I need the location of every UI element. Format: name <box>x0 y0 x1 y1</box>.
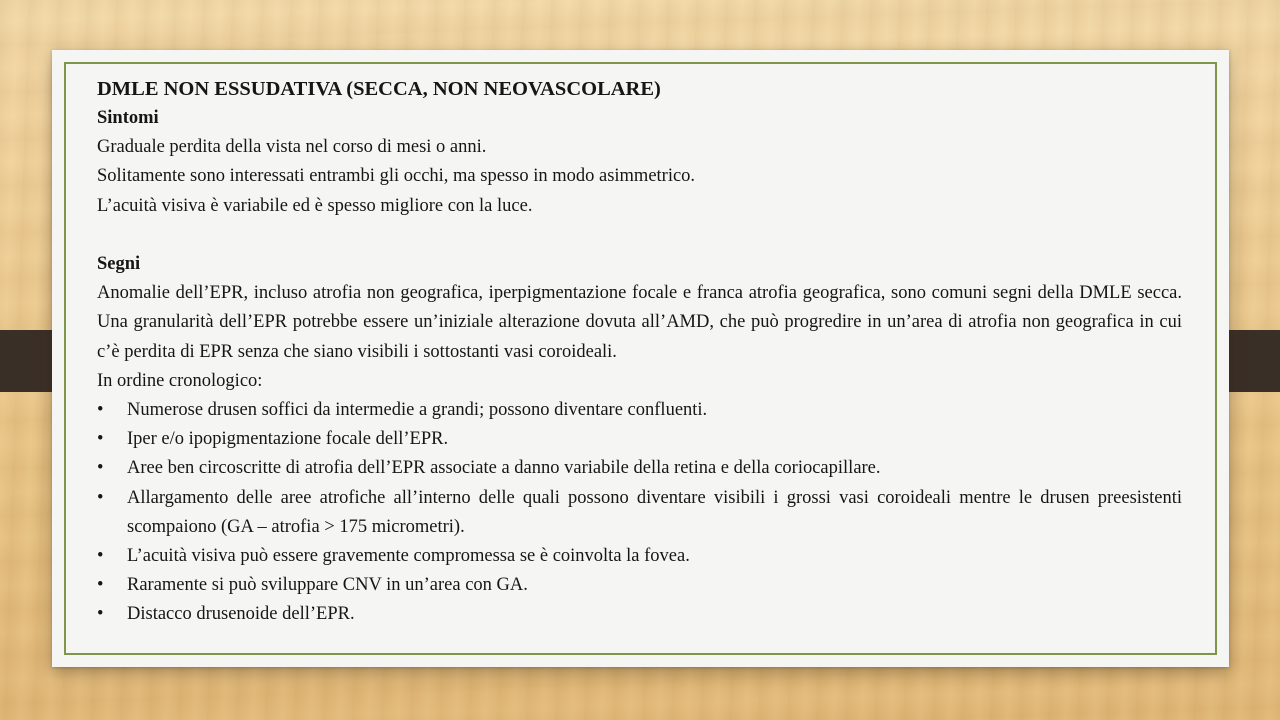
bullet-item <box>97 454 1182 483</box>
bullet-text: Iper e/o ipopigmentazione focale dell’EPR. <box>127 429 449 450</box>
segni-heading: Segni <box>97 254 141 274</box>
section-spacer <box>97 221 1182 250</box>
segni-bullet-list <box>97 396 1182 630</box>
bullet-item <box>97 425 1182 454</box>
bullet-text: Numerose drusen soffici da intermedie a grandi; possono diventare confluenti. <box>127 400 708 421</box>
slide-card <box>52 50 1229 667</box>
bullet-dot-icon: • <box>97 487 104 508</box>
bullet-item <box>97 542 1182 571</box>
bullet-item <box>97 484 1182 542</box>
bullet-dot-icon: • <box>97 604 104 625</box>
bullet-dot-icon: • <box>97 546 104 567</box>
segni-intro: In ordine cronologico: <box>97 370 263 391</box>
sintomi-line: Graduale perdita della vista nel corso di mesi o anni. <box>97 137 487 158</box>
segni-paragraph: Anomalie dell’EPR, incluso atrofia non geografica, iperpigmentazione focale e franca atrofia geografica, sono comuni segni della DMLE secca. Una granularità dell’EPR potrebbe essere un’iniziale alterazione dovuta all’AMD, che può progredire in un’area di atrofia non geografica in cui c’è perdita di EPR senza che siano visibili i sottostanti vasi coroideali. <box>97 283 1182 362</box>
bullet-dot-icon: • <box>97 575 104 596</box>
slide-title: DMLE NON ESSUDATIVA (SECCA, NON NEOVASCOLARE) <box>97 78 661 100</box>
bullet-item <box>97 396 1182 425</box>
bullet-dot-icon: • <box>97 429 104 450</box>
bullet-text: L’acuità visiva può essere gravemente compromessa se è coinvolta la fovea. <box>127 546 690 567</box>
sintomi-line: Solitamente sono interessati entrambi gli occhi, ma spesso in modo asimmetrico. <box>97 166 696 187</box>
sintomi-heading: Sintomi <box>97 108 159 128</box>
bullet-item <box>97 571 1182 600</box>
bullet-text: Allargamento delle aree atrofiche all’interno delle quali possono diventare visibili i grossi vasi coroideali mentre le drusen preesistenti scompaiono (GA – atrofia > 175 micrometri). <box>127 487 1182 537</box>
bullet-item <box>97 600 1182 629</box>
sintomi-line: L’acuità visiva è variabile ed è spesso migliore con la luce. <box>97 195 533 216</box>
bullet-text: Raramente si può sviluppare CNV in un’area con GA. <box>127 575 528 596</box>
bullet-text: Aree ben circoscritte di atrofia dell’EPR associate a danno variabile della retina e della coriocapillare. <box>127 458 881 479</box>
slide-content <box>97 74 1182 630</box>
bullet-dot-icon: • <box>97 458 104 479</box>
bullet-text: Distacco drusenoide dell’EPR. <box>127 604 355 625</box>
bullet-dot-icon: • <box>97 400 104 421</box>
